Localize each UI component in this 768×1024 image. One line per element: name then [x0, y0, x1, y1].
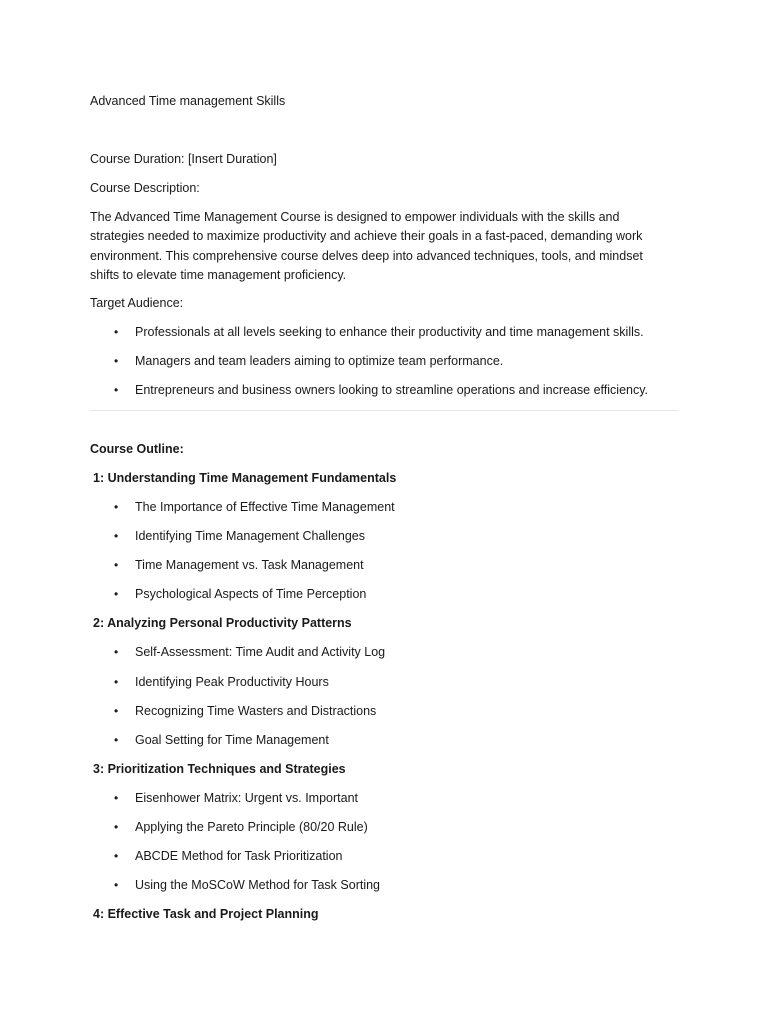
module-item — [0, 675, 768, 693]
module-item — [0, 529, 768, 547]
module-item-text: Recognizing Time Wasters and Distractions — [135, 704, 377, 718]
module-item — [0, 733, 768, 751]
module-item — [0, 558, 768, 576]
bullet-icon: • — [114, 383, 119, 397]
module-item-text: Goal Setting for Time Management — [135, 733, 329, 747]
audience-item-text: Entrepreneurs and business owners looking to streamline operations and increase efficiency. — [135, 383, 649, 397]
audience-item — [0, 325, 768, 343]
course-description — [90, 208, 665, 285]
course-description-label: Course Description: — [90, 181, 200, 195]
module-item — [0, 500, 768, 518]
bullet-icon: • — [114, 675, 119, 689]
description-line: The Advanced Time Management Course is designed to empower individuals with the skills and — [90, 210, 620, 224]
bullet-icon: • — [114, 733, 119, 747]
module-item — [0, 645, 768, 663]
module-item-text: Identifying Peak Productivity Hours — [135, 675, 329, 689]
module-item-text: The Importance of Effective Time Management — [135, 500, 395, 514]
module-item-text: ABCDE Method for Task Prioritization — [135, 849, 343, 863]
course-duration: Course Duration: [Insert Duration] — [90, 152, 277, 166]
bullet-icon: • — [114, 704, 119, 718]
bullet-icon: • — [114, 354, 119, 368]
module-item-text: Using the MoSCoW Method for Task Sorting — [135, 878, 381, 892]
module-heading: 4: Effective Task and Project Planning — [93, 907, 319, 921]
bullet-icon: • — [114, 645, 119, 659]
module-item — [0, 587, 768, 605]
bullet-icon: • — [114, 791, 119, 805]
description-line: environment. This comprehensive course delves deep into advanced techniques, tools, and mindset — [90, 248, 643, 263]
module-item-text: Eisenhower Matrix: Urgent vs. Important — [135, 791, 358, 805]
bullet-icon: • — [114, 325, 119, 339]
bullet-icon: • — [114, 558, 119, 572]
section-divider — [90, 410, 678, 411]
module-item-text: Identifying Time Management Challenges — [135, 529, 365, 543]
audience-item — [0, 354, 768, 372]
module-item — [0, 791, 768, 809]
description-line: shifts to elevate time management proficiency. — [90, 267, 347, 282]
audience-item — [0, 383, 768, 401]
module-item-text: Psychological Aspects of Time Perception — [135, 587, 367, 601]
audience-item-text: Professionals at all levels seeking to enhance their productivity and time management skills. — [135, 325, 644, 339]
module-item — [0, 878, 768, 896]
audience-item-text: Managers and team leaders aiming to optimize team performance. — [135, 354, 504, 368]
course-outline-label: Course Outline: — [90, 442, 184, 456]
module-item-text: Self-Assessment: Time Audit and Activity Log — [135, 645, 386, 659]
bullet-icon: • — [114, 529, 119, 543]
module-item-text: Time Management vs. Task Management — [135, 558, 364, 572]
module-heading: 3: Prioritization Techniques and Strategies — [93, 762, 346, 776]
bullet-icon: • — [114, 820, 119, 834]
module-item-text: Applying the Pareto Principle (80/20 Rule) — [135, 820, 368, 834]
bullet-icon: • — [114, 500, 119, 514]
description-line: strategies needed to maximize productivity and achieve their goals in a fast-paced, demanding work — [90, 229, 643, 244]
bullet-icon: • — [114, 587, 119, 601]
module-item — [0, 820, 768, 838]
module-heading: 1: Understanding Time Management Fundamentals — [93, 471, 397, 485]
module-item — [0, 849, 768, 867]
target-audience-label: Target Audience: — [90, 296, 184, 310]
document-title: Advanced Time management Skills — [90, 94, 286, 108]
module-item — [0, 704, 768, 722]
bullet-icon: • — [114, 849, 119, 863]
module-heading: 2: Analyzing Personal Productivity Patterns — [93, 616, 352, 630]
bullet-icon: • — [114, 878, 119, 892]
